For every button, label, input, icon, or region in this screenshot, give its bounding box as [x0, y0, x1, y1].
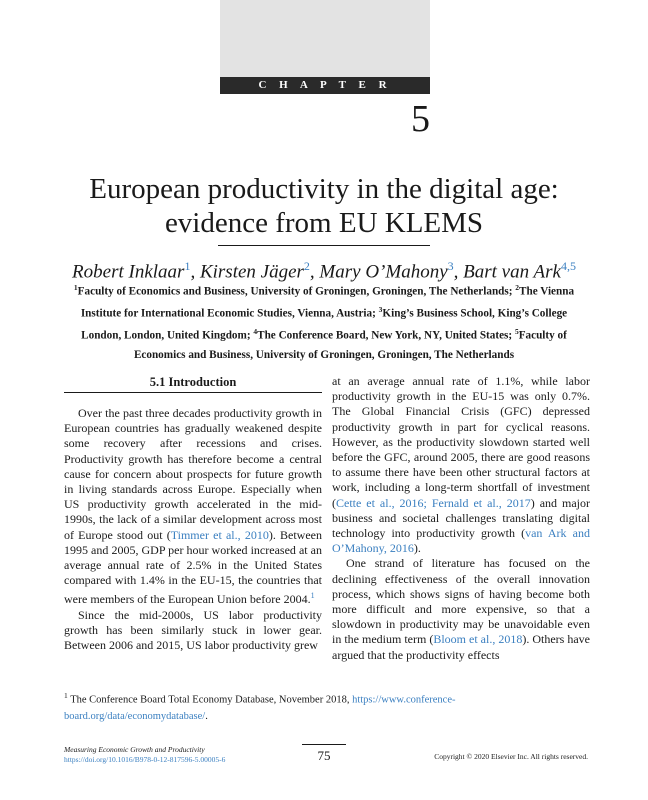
chapter-title: European productivity in the digital age: evidence from EU KLEMS	[89, 173, 559, 239]
author-affil-link[interactable]: 3	[447, 259, 454, 273]
affiliations: $^1$Faculty of Economics and Business, University of Groningen, Groningen, The Netherlands; $^2$The Vienna Institute for International Economic Studies, Vienna, Austria; $^3$King’s Business School, King’s College London, London, United Kingdom; $^4$The Conference Board, New York, NY, United States; $^5$Faculty of Economics and Business, University of Groningen, Groningen, The Netherlands	[73, 283, 575, 361]
page-number-rule	[302, 744, 346, 745]
paragraph: at an average annual rate of 1.1%, while labor productivity growth in the EU-15 was only 0.7%. The Global Financial Crisis (GFC) depressed productivity growth in part for cyclical reasons. However, as the productivity slowdown started well before the GFC, around 2005, there are good reasons to assume there have been other structural factors at work, including a long-term shortfall of investment (Cette et al., 2016; Fernald et al., 2017) and major business and societal challenges translating digital technology into productivity growth (van Ark and O’Mahony, 2016).	[332, 374, 590, 556]
author-name: Robert Inklaar	[72, 261, 185, 283]
paragraph: One strand of literature has focused on the declining effectiveness of the overall innovation process, which shows signs of having become both more difficult and more expensive, so that a slowdown in productivity may be unavoidable even in the medium term (Bloom et al., 2018). Others have argued that the productivity effects	[332, 556, 591, 662]
chapter-label: C H A P T E R	[220, 77, 430, 94]
citation-link[interactable]: Bloom et al., 2018	[433, 632, 523, 647]
author-affil-link[interactable]: 2	[303, 259, 310, 273]
footer-citation: Measuring Economic Growth and Productivity https://doi.org/10.1016/B978-0-12-817596-5.00005-6	[64, 745, 226, 764]
page-number: 75	[317, 748, 331, 763]
chapter-number: 5	[411, 98, 430, 140]
section-divider	[64, 392, 322, 393]
author-name: Bart van Ark	[463, 261, 561, 283]
doi-link[interactable]: https://doi.org/10.1016/B978-0-12-817596-5.00005-6	[64, 755, 226, 764]
author-affil-link[interactable]: 4,5	[560, 259, 576, 273]
citation-link[interactable]: Timmer et al., 2010	[170, 527, 269, 542]
left-column	[64, 406, 322, 653]
section-heading: 5.1 Introduction	[149, 375, 237, 389]
author-affil-link[interactable]: 1	[184, 259, 191, 273]
title-divider	[218, 245, 430, 246]
footnote-link[interactable]: https://www.conference-board.org/data/economydatabase/	[64, 694, 456, 722]
paragraph: Since the mid-2000s, US labor productivity growth has been similarly stuck in lower gear. Between 2006 and 2015, US labor productivity grew	[64, 607, 322, 653]
footnote: $^1$ The Conference Board Total Economy Database, November 2018, https://www.conference-board.org/data/economydatabase/.	[64, 691, 456, 722]
copyright-notice: Copyright © 2020 Elsevier Inc. All rights reserved.	[434, 752, 588, 761]
author-name: Kirsten Jäger	[199, 261, 304, 283]
paragraph: Over the past three decades productivity growth in European countries has gradually weakened despite some recovery after recessions and crises. Productivity growth has therefore become a central cause for concern about prospects for future growth in living standards across Europe. Especially when US productivity growth accelerated in the mid-1990s, the lack of a similar development across most of Europe stood out (Timmer et al., 2010). Between 1995 and 2005, GDP per hour worked increased at an average annual rate of 2.5% in the United States compared with 1.4% in the EU-15, the countries that were members of the European Union before 2004.$^1$	[64, 406, 322, 607]
author-list: Robert Inklaar$^1$, Kirsten Jäger$^2$, Mary O’Mahony$^3$, Bart van Ark$^{4,5}$	[72, 259, 576, 283]
right-column	[332, 374, 590, 663]
author-name: Mary O’Mahony	[319, 261, 448, 283]
citation-link[interactable]: Cette et al., 2016; Fernald et al., 2017	[336, 495, 531, 510]
footnote-marker[interactable]: 1	[310, 591, 315, 601]
citation-link[interactable]: van Ark and O’Mahony, 2016	[332, 526, 590, 556]
